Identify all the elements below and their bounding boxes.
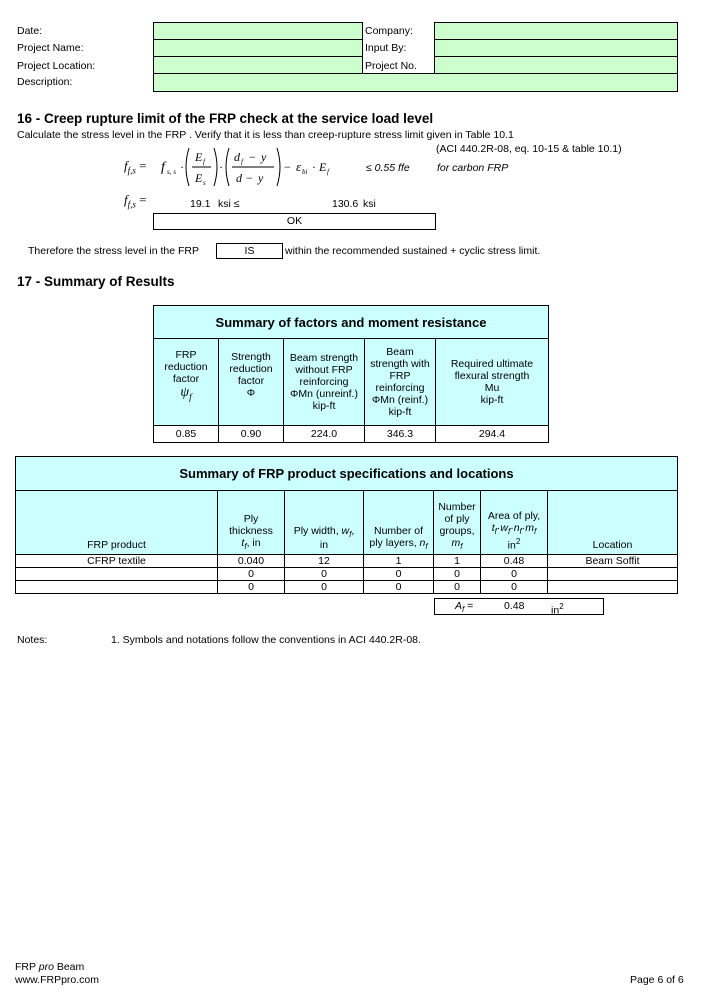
val-mu: 294.4 xyxy=(436,426,549,443)
row3-layers: 0 xyxy=(364,581,434,594)
svg-text:f: f xyxy=(241,158,243,166)
factors-summary-table xyxy=(153,305,549,443)
section-16-intro: Calculate the stress level in the FRP . Verify that it is less than creep-rupture stress limit given in Table 10.1 xyxy=(17,129,514,141)
row2-width: 0 xyxy=(285,568,364,581)
col5-line1: Required ultimate xyxy=(450,358,534,370)
col-required-ultimate-strength xyxy=(436,339,549,426)
row1-product: CFRP textile xyxy=(16,555,218,568)
h-groups-line4: $m_f$ xyxy=(451,536,463,551)
col3-line4: ΦMn (unreinf.) xyxy=(290,388,358,400)
limit-value-unit: ksi xyxy=(363,198,376,210)
for-carbon-text: for carbon FRP xyxy=(437,162,509,174)
svg-text:bi: bi xyxy=(302,168,308,176)
row1-location: Beam Soffit xyxy=(548,555,678,568)
stress-symbol: $f_{f,s}$ = xyxy=(124,158,147,176)
svg-text:y: y xyxy=(258,171,264,185)
svg-text:−: − xyxy=(284,160,291,174)
row1-area: 0.48 xyxy=(481,555,548,568)
col3-line2: without FRP xyxy=(295,364,353,376)
description-label: Description: xyxy=(17,76,73,88)
col1-line1: FRP xyxy=(175,348,197,361)
stress-symbol-2: $f_{f,s}$ = xyxy=(124,192,147,210)
project-no-label: Project No. xyxy=(365,60,417,72)
h-groups-line2: of ply xyxy=(444,512,470,525)
project-no-field[interactable] xyxy=(434,56,678,74)
col-ply-layers xyxy=(364,491,434,555)
h-groups-line3: groups, xyxy=(439,524,475,537)
h-product-text: FRP product xyxy=(87,539,146,551)
col1-line3: factor xyxy=(172,372,200,385)
row2-area: 0 xyxy=(481,568,548,581)
description-field[interactable] xyxy=(153,73,678,92)
col4-line5: ΦMn (reinf.) xyxy=(371,394,429,406)
col2-line3: factor xyxy=(237,375,265,387)
limit-text: ≤ 0.55 ffe xyxy=(366,162,410,174)
svg-text:f: f xyxy=(327,168,329,176)
row2-groups: 0 xyxy=(434,568,481,581)
col5-line4: kip-ft xyxy=(480,394,504,406)
col-frp-reduction-factor xyxy=(154,339,219,426)
svg-text:ε: ε xyxy=(296,159,302,174)
frp-specs-table xyxy=(15,456,678,594)
col1-symbol: $\psi_f$ xyxy=(180,384,192,402)
therefore-suffix: within the recommended sustained + cyclic stress limit. xyxy=(285,245,541,257)
date-field[interactable] xyxy=(153,22,363,40)
col2-line2: reduction xyxy=(229,363,273,375)
stress-value: 19.1 xyxy=(190,198,211,210)
project-location-label: Project Location: xyxy=(17,60,96,72)
svg-text:d: d xyxy=(234,150,240,164)
project-name-label: Project Name: xyxy=(17,42,84,54)
svg-text:−: − xyxy=(246,171,253,185)
project-location-field[interactable] xyxy=(153,56,363,74)
svg-text:f: f xyxy=(161,160,165,175)
row3-width: 0 xyxy=(285,581,364,594)
col2-line1: Strength xyxy=(231,351,271,363)
svg-text:−: − xyxy=(249,150,256,164)
creep-rupture-equation xyxy=(158,144,358,190)
section-17-title: 17 - Summary of Results xyxy=(17,274,175,289)
h-thickness-line3: $t_f$, in xyxy=(241,536,261,551)
h-width-line2: in xyxy=(319,539,329,551)
af-unit: $in^2$ xyxy=(551,602,564,617)
project-name-field[interactable] xyxy=(153,39,363,57)
h-area-formula: $t_f\cdot w_f\cdot n_f\cdot m_f$ xyxy=(491,522,537,537)
row1-groups: 1 xyxy=(434,555,481,568)
val-frp-reduction: 0.85 xyxy=(154,426,219,443)
total-area-row xyxy=(434,598,604,615)
col4-line4: reinforcing xyxy=(375,382,425,394)
col-ply-groups xyxy=(434,491,481,555)
notes-text: 1. Symbols and notations follow the conventions in ACI 440.2R-08. xyxy=(111,634,421,646)
col1-line2: reduction xyxy=(164,360,208,373)
row2-location xyxy=(548,568,678,581)
val-mn-unreinf: 224.0 xyxy=(284,426,365,443)
col-location xyxy=(548,491,678,555)
col-ply-area xyxy=(481,491,548,555)
table-row xyxy=(16,555,678,568)
h-thickness-line2: thickness xyxy=(229,524,273,537)
col3-line5: kip-ft xyxy=(312,400,336,412)
col-ply-thickness xyxy=(218,491,285,555)
h-location-text: Location xyxy=(592,539,633,551)
svg-text:y: y xyxy=(261,150,267,164)
af-symbol: $A_f$ = xyxy=(455,600,474,615)
col4-line6: kip-ft xyxy=(388,406,412,418)
col3-line1: Beam strength xyxy=(289,352,359,364)
col-beam-strength-reinf xyxy=(365,339,436,426)
row1-width: 12 xyxy=(285,555,364,568)
input-by-field[interactable] xyxy=(434,39,678,57)
ok-status-box: OK xyxy=(153,213,436,230)
h-layers-line1: Number of xyxy=(373,524,424,537)
row1-thickness: 0.040 xyxy=(218,555,285,568)
col4-line2: strength with xyxy=(370,358,430,370)
row2-thickness: 0 xyxy=(218,568,285,581)
svg-text:d: d xyxy=(236,171,242,185)
section-16-title: 16 - Creep rupture limit of the FRP check at the service load level xyxy=(17,111,434,126)
svg-text:E: E xyxy=(195,171,203,185)
val-mn-reinf: 346.3 xyxy=(365,426,436,443)
svg-text:s: s xyxy=(203,179,206,187)
notes-label: Notes: xyxy=(17,634,48,646)
frp-specs-table-title: Summary of FRP product specifications and locations xyxy=(16,457,678,491)
h-area-unit: $in^2$ xyxy=(507,536,521,551)
h-layers-line2: ply layers, $n_f$ xyxy=(369,536,428,551)
col4-line1: Beam xyxy=(386,346,414,358)
row1-layers: 1 xyxy=(364,555,434,568)
table-row xyxy=(16,568,678,581)
company-field[interactable] xyxy=(434,22,678,40)
footer-page-number: Page 6 of 6 xyxy=(630,974,684,986)
col2-line4: Φ xyxy=(246,387,256,399)
h-area-line1: Area of ply, xyxy=(487,510,541,523)
col5-line2: flexural strength xyxy=(454,370,530,382)
row3-thickness: 0 xyxy=(218,581,285,594)
row3-product xyxy=(16,581,218,594)
company-label: Company: xyxy=(365,25,413,37)
table-row xyxy=(16,581,678,594)
col-ply-width xyxy=(285,491,364,555)
val-strength-reduction: 0.90 xyxy=(219,426,284,443)
col5-line3: Mu xyxy=(484,382,500,394)
svg-text:f: f xyxy=(203,158,205,166)
factors-table-title: Summary of factors and moment resistance xyxy=(154,306,549,339)
svg-text:·: · xyxy=(312,160,316,174)
h-thickness-line1: Ply xyxy=(243,512,259,525)
svg-text:·: · xyxy=(180,160,184,174)
is-status-box: IS xyxy=(216,243,283,259)
svg-text:s, s: s, s xyxy=(167,168,176,176)
svg-text:E: E xyxy=(319,160,327,174)
row3-location xyxy=(548,581,678,594)
therefore-prefix: Therefore the stress level in the FRP xyxy=(28,245,199,257)
footer-website: www.FRPpro.com xyxy=(15,974,100,986)
svg-text:E: E xyxy=(195,150,203,164)
row2-product xyxy=(16,568,218,581)
h-groups-line1: Number xyxy=(438,500,476,513)
h-width-line1: Ply width, $w_f$, xyxy=(293,524,355,539)
row2-layers: 0 xyxy=(364,568,434,581)
col-frp-product xyxy=(16,491,218,555)
svg-text:·: · xyxy=(219,160,223,174)
input-by-label: Input By: xyxy=(365,42,407,54)
footer-brand: FRP pro Beam xyxy=(15,961,85,973)
date-label: Date: xyxy=(17,25,43,37)
col3-line3: reinforcing xyxy=(299,376,349,388)
row3-area: 0 xyxy=(481,581,548,594)
col-beam-strength-unreinf xyxy=(284,339,365,426)
col4-line3: FRP xyxy=(389,370,411,382)
section-16-reference: (ACI 440.2R-08, eq. 10-15 & table 10.1) xyxy=(436,143,622,155)
col-strength-reduction-factor xyxy=(219,339,284,426)
af-value: 0.48 xyxy=(504,600,525,612)
row3-groups: 0 xyxy=(434,581,481,594)
stress-value-unit: ksi ≤ xyxy=(218,198,240,210)
limit-value: 130.6 xyxy=(332,198,359,210)
